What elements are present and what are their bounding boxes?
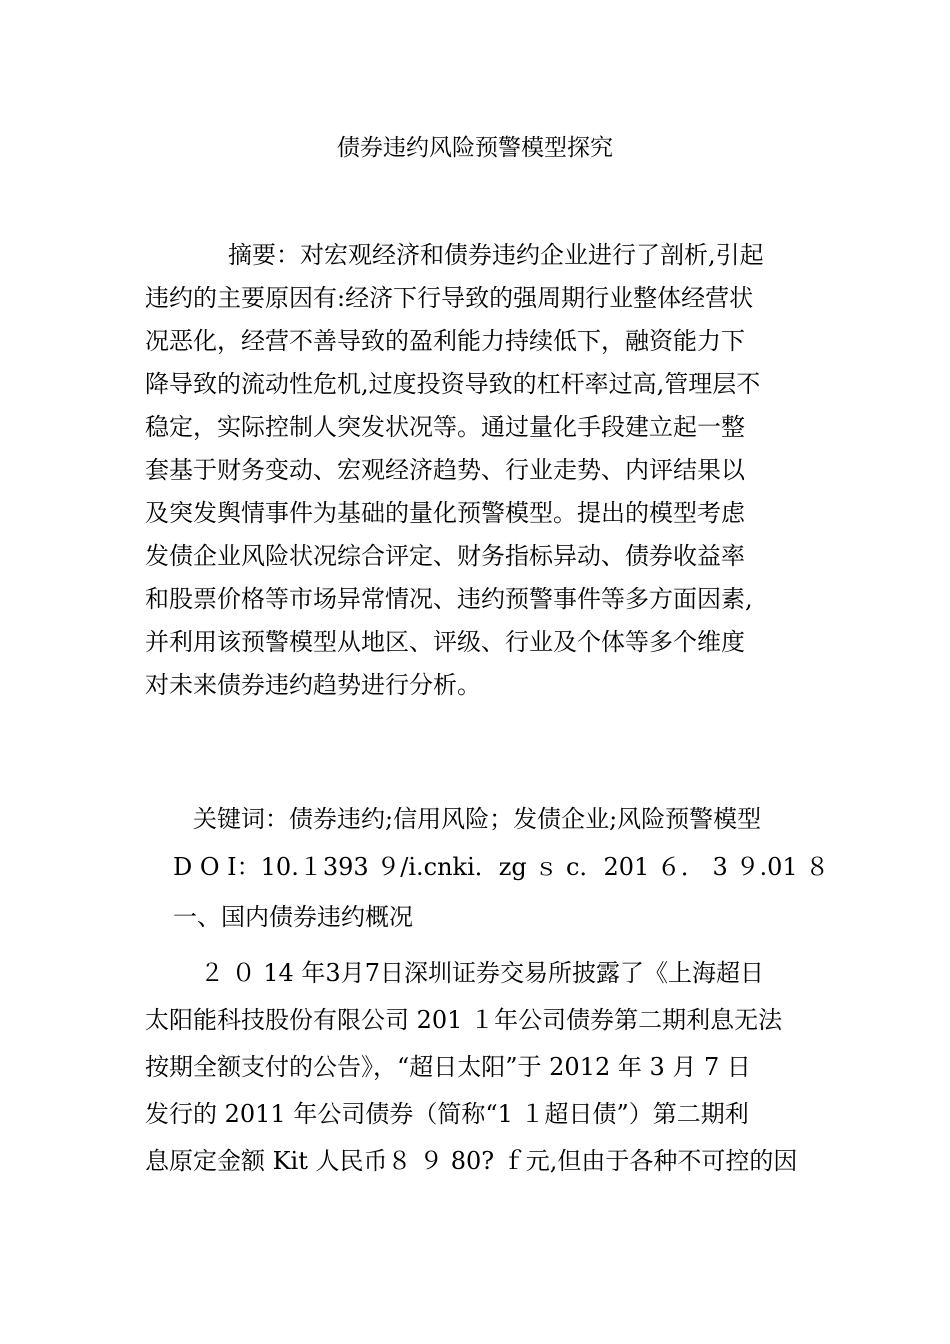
abstract-line: 稳定，实际控制人突发状况等。通过量化手段建立起一整 [145, 413, 745, 441]
abstract-line: 况恶化，经营不善导致的盈利能力持续低下，融资能力下 [145, 327, 745, 355]
abstract-line: 违约的主要原因有:经济下行导致的强周期行业整体经营状 [145, 284, 754, 312]
abstract-line: 对未来债券违约趋势进行分析。 [145, 671, 481, 699]
abstract-line: 和股票价格等市场异常情况、违约预警事件等多方面因素, [145, 585, 753, 613]
abstract-line: 及突发舆情事件为基础的量化预警模型。提出的模型考虑 [145, 499, 745, 527]
abstract-line: 发债企业风险状况综合评定、财务指标异动、债券收益率 [145, 542, 745, 570]
body-line: 息原定金额 Kit 人民币８ ９ 80? ｆ元,但由于各种不可控的因 [145, 1147, 798, 1175]
document-title: 债券违约风险预警模型探究 [337, 135, 613, 161]
body-line: 按期全额支付的公告》，“超日太阳”于 2012 年 3 月 7 日 [145, 1053, 751, 1081]
body-line: 发行的 2011 年公司债券（简称“1 １超日债”）第二期利 [145, 1100, 749, 1128]
body-line: 太阳能科技股份有限公司 201 １年公司债券第二期利息无法 [145, 1006, 783, 1034]
abstract-line: 套基于财务变动、宏观经济趋势、行业走势、内评结果以 [145, 456, 745, 484]
abstract-line: 降导致的流动性危机,过度投资导致的杠杆率过高,管理层不 [145, 370, 761, 398]
body-line: ２ ０ 14 年3月7日深圳证券交易所披露了《上海超日 [200, 959, 764, 987]
abstract-line: 并利用该预警模型从地区、评级、行业及个体等多个维度 [145, 628, 745, 656]
section-heading: 一、国内债券违约概况 [173, 903, 413, 931]
abstract-line: 摘要：对宏观经济和债券违约企业进行了剖析,引起 [228, 241, 764, 269]
keywords: 关键词：债券违约;信用风险；发债企业;风险预警模型 [193, 805, 762, 833]
doi: D O I：10.１393 ９/i.cnki．zg ｓ c．201 ６． 3 ９.01 ８ [173, 853, 830, 881]
